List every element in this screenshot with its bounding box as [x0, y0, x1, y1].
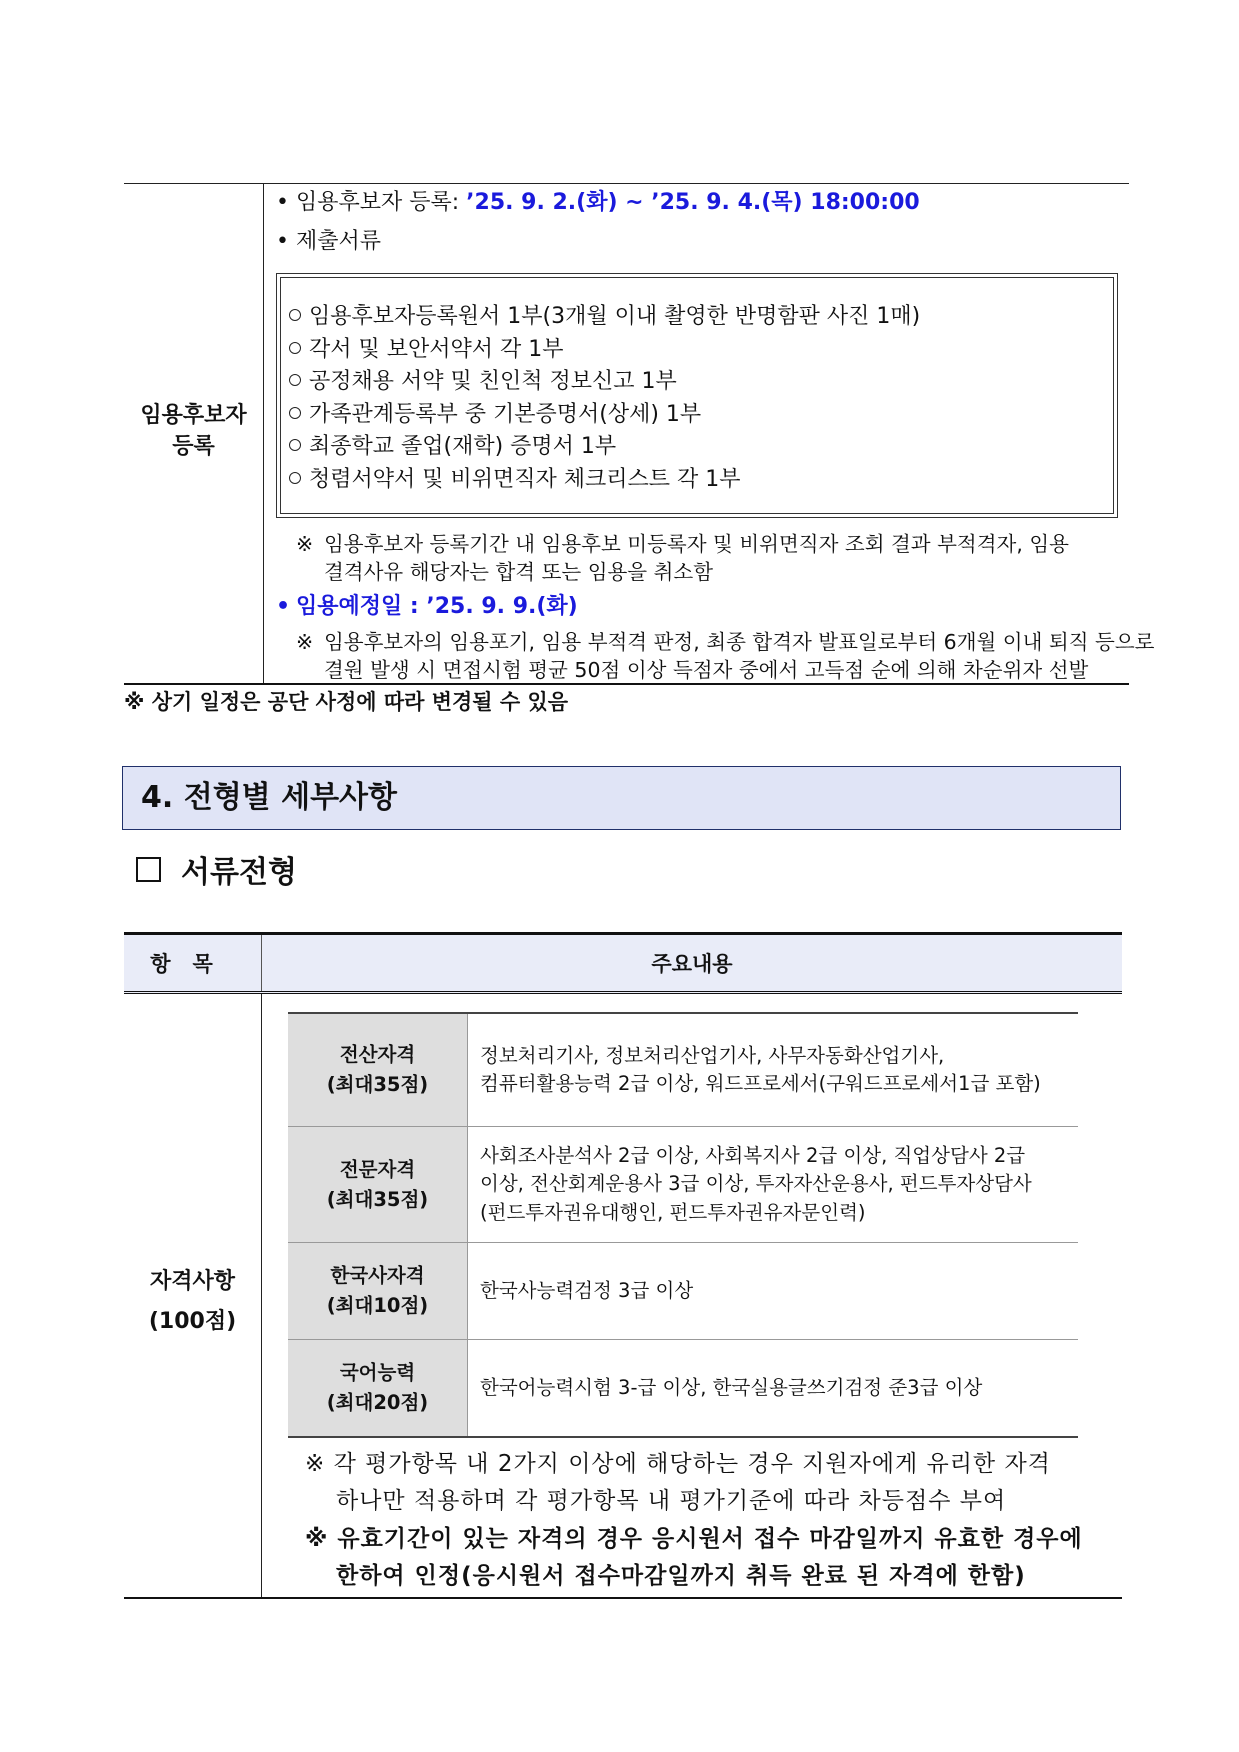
row-label-registration	[124, 400, 263, 462]
qualification-detail-line: 정보처리기사, 정보처리산업기사, 사무자동화산업기사,	[480, 1043, 945, 1067]
subsection-title	[136, 853, 297, 893]
circle-bullet-icon	[289, 439, 301, 451]
qualification-detail-cell	[468, 1014, 1078, 1126]
row-label-line1: 임용후보자	[140, 403, 247, 428]
registration-period-label: 임용후보자 등록:	[296, 190, 467, 215]
appointment-date	[276, 592, 578, 622]
evaluation-note-line1: ※ 각 평가항목 내 2가지 이상에 해당하는 경우 지원자에게 유리한 자격	[305, 1451, 1051, 1477]
row-label-line2: 등록	[172, 434, 215, 459]
document-item	[289, 431, 920, 464]
table-header-row	[124, 932, 1122, 994]
document-item	[289, 464, 920, 497]
qualification-name-cell	[288, 1340, 468, 1436]
row-label-line2: (100점)	[148, 1309, 237, 1334]
document-item	[289, 366, 920, 399]
appointment-note-line1: 임용후보자의 임용포기, 임용 부적격 판정, 최종 합격자 발표일로부터 6개월 이내 퇴직 등으로	[324, 630, 1155, 654]
qualification-max-score: (최대10점)	[326, 1294, 429, 1317]
table-row	[288, 1243, 1078, 1340]
document-item-text: 임용후보자등록원서 1부(3개월 이내 촬영한 반명함판 사진 1매)	[309, 304, 921, 329]
documents-list	[289, 301, 920, 496]
appointment-date-text: 임용예정일 : ’25. 9. 9.(화)	[296, 594, 578, 619]
table-row	[288, 1127, 1078, 1243]
note-mark: ※	[296, 630, 314, 654]
validity-note	[305, 1521, 1083, 1595]
document-item	[289, 301, 920, 334]
qualification-detail-line: 한국어능력시험 3-급 이상, 한국실용글쓰기검정 준3급 이상	[480, 1375, 983, 1399]
qualification-name: 국어능력	[339, 1361, 416, 1384]
qualification-detail-line: 한국사능력검정 3급 이상	[480, 1278, 694, 1302]
document-item-text: 청렴서약서 및 비위면직자 체크리스트 각 1부	[309, 466, 741, 492]
header-item: 항목	[150, 952, 235, 976]
section-header	[122, 766, 1121, 830]
qualification-name: 전산자격	[339, 1043, 416, 1066]
qualification-detail-line: 컴퓨터활용능력 2급 이상, 워드프로세서(구워드프로세서1급 포함)	[480, 1072, 1041, 1095]
registration-period-date: ’25. 9. 2.(화) ~ ’25. 9. 4.(목) 18:00:00	[466, 190, 920, 215]
qualification-detail-line: 이상, 전산회계운용사 3급 이상, 투자자산운용사, 펀드투자상담사	[480, 1172, 1032, 1196]
document-item-text: 각서 및 보안서약서 각 1부	[309, 336, 564, 362]
registration-note	[296, 530, 1069, 586]
checkbox-square-icon	[136, 857, 161, 882]
documents-heading	[276, 227, 381, 257]
registration-note-line1: 임용후보자 등록기간 내 임용후보 미등록자 및 비위면직자 조회 결과 부적격자, 임용	[324, 532, 1069, 556]
qualification-detail-line: 사회조사분석사 2급 이상, 사회복지사 2급 이상, 직업상담사 2급	[480, 1143, 1026, 1167]
qualification-name: 전문자격	[339, 1157, 416, 1181]
registration-period	[276, 188, 920, 218]
qualification-detail-cell	[468, 1127, 1078, 1242]
document-item-text: 최종학교 졸업(재학) 증명서 1부	[309, 434, 617, 459]
table-row	[288, 1340, 1078, 1438]
qualification-name-cell	[288, 1127, 468, 1242]
qualification-max-score: (최대20점)	[326, 1391, 429, 1414]
documents-box	[276, 273, 1118, 518]
validity-note-line2: 한하여 인정(응시원서 접수마감일까지 취득 완료 된 자격에 한함)	[336, 1563, 1026, 1589]
qualification-max-score: (최대35점)	[326, 1073, 429, 1096]
row-label-line1: 자격사항	[149, 1269, 235, 1294]
qualification-detail-cell	[468, 1243, 1078, 1339]
appointment-note-line2: 결원 발생 시 면접시험 평균 50점 이상 득점자 중에서 고득점 순에 의해 차순위자 선발	[324, 658, 1089, 682]
subsection-title-text: 서류전형	[181, 855, 297, 890]
section-title: 4. 전형별 세부사항	[141, 780, 398, 815]
header-content: 주요내용	[651, 952, 733, 976]
circle-bullet-icon	[289, 472, 301, 484]
qualification-table	[288, 1012, 1078, 1436]
bullet-icon: •	[276, 229, 289, 254]
row-label-qualifications	[124, 1262, 261, 1342]
table-top-border	[124, 183, 1129, 184]
document-item-text: 공정채용 서약 및 친인척 정보신고 1부	[309, 369, 677, 394]
table-row	[288, 1012, 1078, 1127]
qualification-name-cell	[288, 1014, 468, 1126]
table-column-divider	[261, 994, 262, 1598]
schedule-note: ※ 상기 일정은 공단 사정에 따라 변경될 수 있음	[124, 690, 569, 714]
circle-bullet-icon	[289, 342, 301, 354]
qualification-name-cell	[288, 1243, 468, 1339]
evaluation-note	[305, 1446, 1051, 1520]
qualification-detail-cell	[468, 1340, 1078, 1436]
qualification-detail-line: (펀드투자권유대행인, 펀드투자권유자문인력)	[480, 1200, 866, 1224]
evaluation-note-line2: 하나만 적용하며 각 평가항목 내 평가기준에 따라 차등점수 부여	[336, 1488, 1007, 1514]
qualification-name: 한국사자격	[330, 1264, 425, 1287]
circle-bullet-icon	[289, 407, 301, 419]
documents-box-inner	[280, 277, 1114, 514]
document-item-text: 가족관계등록부 중 기본증명서(상세) 1부	[309, 401, 702, 427]
validity-note-line1: ※ 유효기간이 있는 자격의 경우 응시원서 접수 마감일까지 유효한 경우에	[305, 1526, 1083, 1552]
registration-note-line2: 결격사유 해당자는 합격 또는 임용을 취소함	[324, 560, 714, 584]
qualification-max-score: (최대35점)	[326, 1187, 429, 1211]
table-bottom-border	[124, 1597, 1122, 1599]
documents-heading-text: 제출서류	[296, 229, 382, 254]
document-item	[289, 334, 920, 367]
note-mark: ※	[296, 532, 314, 556]
circle-bullet-icon	[289, 309, 301, 321]
bullet-icon: •	[276, 594, 291, 619]
appointment-note	[296, 628, 1154, 684]
bullet-icon: •	[276, 190, 289, 215]
document-item	[289, 399, 920, 432]
circle-bullet-icon	[289, 374, 301, 386]
table-column-divider	[263, 183, 264, 683]
